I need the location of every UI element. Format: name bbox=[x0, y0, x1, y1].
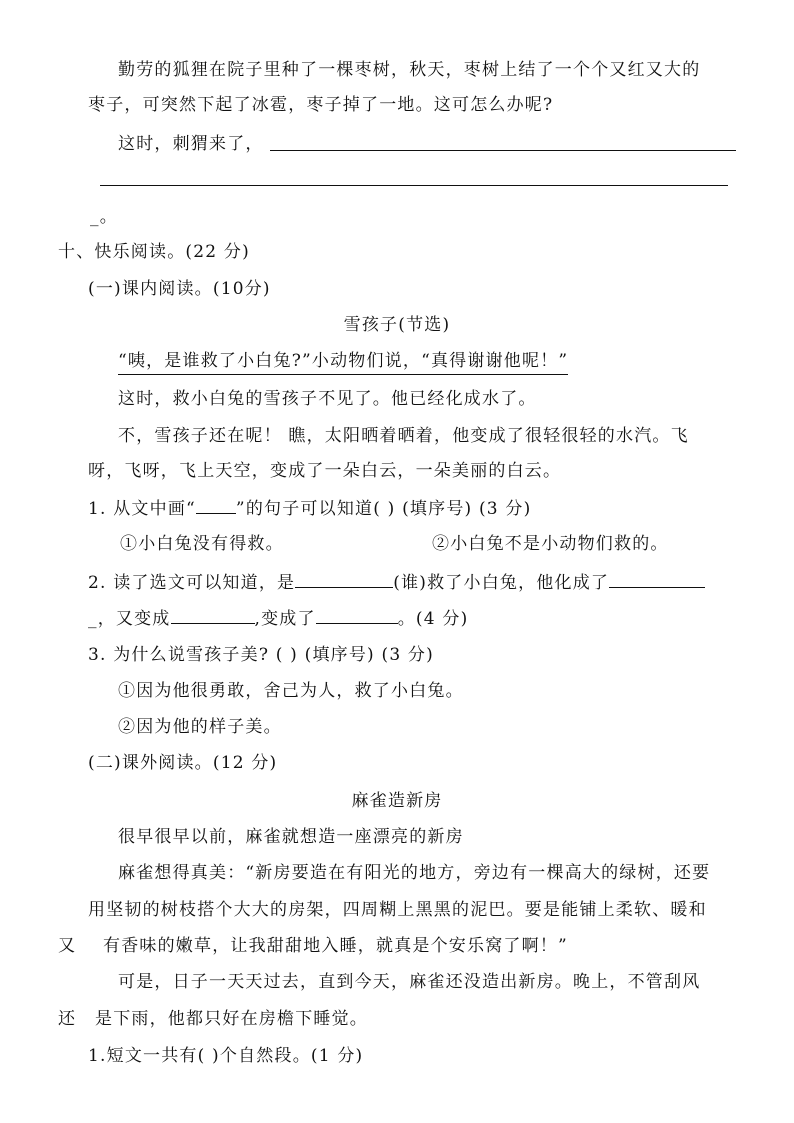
answer-blank-who[interactable] bbox=[295, 569, 393, 588]
question-2-stem-b: (谁)救了小白兔，他化成了 bbox=[393, 573, 610, 593]
question-2-line-2 bbox=[88, 605, 468, 631]
fox-story-line-2: 枣子，可突然下起了冰雹，枣子掉了一地。这可怎么办呢? bbox=[88, 95, 554, 115]
answer-line-2[interactable] bbox=[100, 185, 728, 186]
question-2-line-1 bbox=[88, 569, 705, 595]
question-1 bbox=[88, 495, 531, 521]
question-1-stem-a: 1. 从文中画“ bbox=[88, 499, 196, 519]
passage-1-para-1: 这时，救小白兔的雪孩子不见了。他已经化成水了。 bbox=[118, 389, 537, 409]
passage-2-para-2-line-2: 用坚韧的树枝搭个大大的房架，四周糊上黑黑的泥巴。要是能铺上柔软、暖和 bbox=[88, 900, 707, 920]
question-2-stem-e: 。(4 分) bbox=[397, 609, 469, 629]
answer-blank-turned-into[interactable] bbox=[609, 569, 705, 588]
passage-2-para-3-line-2b: 是下雨，他都只好在房檐下睡觉。 bbox=[95, 1009, 368, 1029]
part-2-question-1: 1.短文一共有( )个自然段。(1 分) bbox=[88, 1046, 364, 1066]
passage-1-title: 雪孩子(节选) bbox=[343, 315, 451, 335]
passage-1-para-2-line-2: 呀，飞呀，飞上天空，变成了一朵白云，一朵美丽的白云。 bbox=[88, 461, 562, 481]
question-1-option-1: ①小白兔没有得救。 bbox=[120, 534, 284, 554]
part-1-heading: (一)课内阅读。(10分) bbox=[88, 279, 271, 299]
question-3: 3. 为什么说雪孩子美? ( ) (填序号) (3 分) bbox=[88, 645, 434, 665]
passage-1-para-2-line-1: 不，雪孩子还在呢！ 瞧，太阳晒着晒着，他变成了很轻很轻的水汽。飞 bbox=[118, 426, 689, 446]
section-10-heading: 十、快乐阅读。(22 分) bbox=[58, 242, 250, 262]
question-2-stem-a: 2. 读了选文可以知道，是 bbox=[88, 573, 296, 593]
fox-story-line-1: 勤劳的狐狸在院子里种了一棵枣树，秋天，枣树上结了一个个又红又大的 bbox=[118, 60, 701, 80]
underlined-sentence: “咦，是谁救了小白兔?”小动物们说，“真得谢谢他呢！” bbox=[118, 349, 568, 375]
question-2-stem-c: _，又变成 bbox=[88, 609, 171, 629]
passage-2-title: 麻雀造新房 bbox=[351, 791, 443, 811]
answer-blank-finally-became[interactable] bbox=[316, 605, 398, 624]
part-2-heading: (二)课外阅读。(12 分) bbox=[88, 753, 278, 773]
passage-2-para-3-line-1: 可是，日子一天天过去，直到今天，麻雀还没造出新房。晚上，不管刮风 bbox=[118, 972, 701, 992]
underline-sample bbox=[196, 495, 236, 514]
passage-2-para-2-line-3a: 又 bbox=[58, 936, 77, 956]
passage-2-para-1: 很早很早以前，麻雀就想造一座漂亮的新房 bbox=[118, 827, 464, 847]
fox-story-end-mark: _。 bbox=[90, 207, 118, 227]
question-3-option-1: ①因为他很勇敢，舍己为人，救了小白兔。 bbox=[118, 681, 464, 701]
question-3-option-2: ②因为他的样子美。 bbox=[118, 717, 282, 737]
question-1-option-2: ②小白兔不是小动物们救的。 bbox=[432, 534, 669, 554]
passage-2-para-2-line-3b: 有香味的嫩草，让我甜甜地入睡，就真是个安乐窝了啊！” bbox=[103, 936, 568, 956]
question-1-stem-b: ”的句子可以知道( ) (填序号) (3 分) bbox=[235, 499, 532, 519]
fox-story-line-3: 这时，刺猬来了， bbox=[118, 134, 264, 154]
question-2-stem-d: ,变成了 bbox=[254, 609, 316, 629]
passage-2-para-3-line-2a: 还 bbox=[58, 1009, 77, 1029]
answer-blank-then-became[interactable] bbox=[171, 605, 255, 624]
answer-line-1[interactable] bbox=[270, 150, 736, 151]
passage-2-para-2-line-1: 麻雀想得真美：“新房要造在有阳光的地方，旁边有一棵高大的绿树，还要 bbox=[118, 863, 711, 883]
